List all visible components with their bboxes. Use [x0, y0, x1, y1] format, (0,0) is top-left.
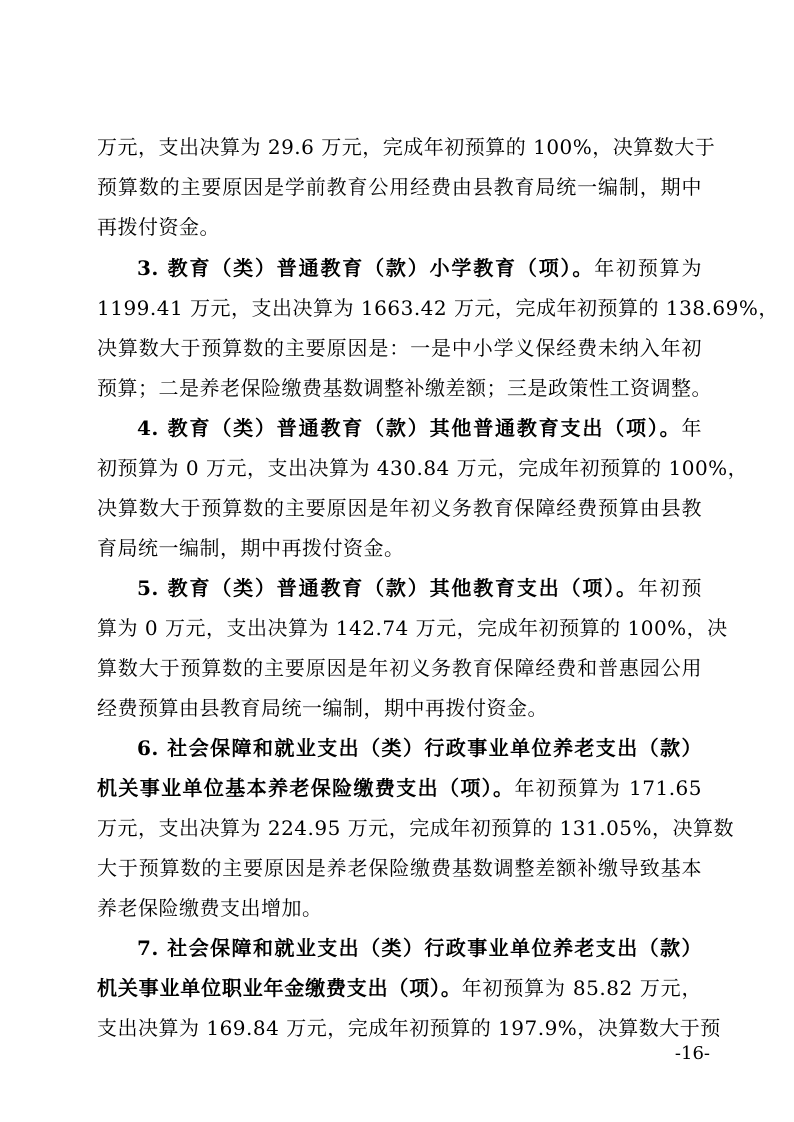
- paragraph-line: 1199.41 万元，支出决算为 1663.42 万元，完成年初预算的 138.69%，: [97, 296, 779, 320]
- paragraph-line: [137, 568, 702, 608]
- paragraph-line: 再拨付资金。: [97, 215, 220, 239]
- item-text: 年初预算为: [594, 256, 703, 280]
- paragraph-line: [97, 768, 702, 808]
- paragraph-line: [137, 728, 702, 768]
- paragraph-line: 经费预算由县教育局统一编制，期中再拨付资金。: [97, 696, 548, 720]
- item-text: 年初预: [637, 576, 703, 600]
- item-heading-continued: 机关事业单位职业年金缴费支出（项）。: [97, 976, 462, 1000]
- paragraph-line: 养老保险缴费支出增加。: [97, 896, 323, 920]
- paragraph-line: [137, 408, 702, 448]
- paragraph-line: 决算数大于预算数的主要原因是年初义务教育保障经费预算由县教: [97, 496, 702, 520]
- paragraph-line: 支出决算为 169.84 万元，完成年初预算的 197.9%，决算数大于预: [97, 1016, 721, 1040]
- paragraph-line: [137, 928, 702, 968]
- paragraph-line: 算为 0 万元，支出决算为 142.74 万元，完成年初预算的 100%，决: [97, 616, 728, 640]
- paragraph-line: 预算；二是养老保险缴费基数调整补缴差额；三是政策性工资调整。: [97, 376, 712, 400]
- item-heading: 6. 社会保障和就业支出（类）行政事业单位养老支出（款）: [137, 736, 702, 760]
- item-text: 年初预算为 171.65: [514, 776, 703, 800]
- item-heading: 5. 教育（类）普通教育（款）其他教育支出（项）。: [137, 576, 638, 600]
- paragraph-line: 决算数大于预算数的主要原因是：一是中小学义保经费未纳入年初: [97, 336, 702, 360]
- item-heading: 3. 教育（类）普通教育（款）小学教育（项）。: [137, 256, 595, 280]
- item-heading: 4. 教育（类）普通教育（款）其他普通教育支出（项）。: [137, 416, 682, 440]
- page-number: -16-: [674, 1043, 710, 1064]
- item-heading-continued: 机关事业单位基本养老保险缴费支出（项）。: [97, 776, 515, 800]
- paragraph-line: 育局统一编制，期中再拨付资金。: [97, 536, 405, 560]
- item-heading: 7. 社会保障和就业支出（类）行政事业单位养老支出（款）: [137, 936, 702, 960]
- paragraph-line: [137, 248, 702, 288]
- item-text: 年: [681, 416, 702, 440]
- item-text: 年初预算为 85.82 万元，: [461, 976, 702, 1000]
- paragraph-line: 万元，支出决算为 224.95 万元，完成年初预算的 131.05%，决算数: [97, 816, 735, 840]
- paragraph-line: 预算数的主要原因是学前教育公用经费由县教育局统一编制，期中: [97, 175, 702, 199]
- paragraph-line: 大于预算数的主要原因是养老保险缴费基数调整差额补缴导致基本: [97, 856, 702, 880]
- paragraph-line: 初预算为 0 万元，支出决算为 430.84 万元，完成年初预算的 100%，: [97, 456, 749, 480]
- paragraph-line: [97, 968, 702, 1008]
- paragraph-line: 万元，支出决算为 29.6 万元，完成年初预算的 100%，决算数大于: [97, 135, 716, 159]
- paragraph-line: 算数大于预算数的主要原因是年初义务教育保障经费和普惠园公用: [97, 656, 702, 680]
